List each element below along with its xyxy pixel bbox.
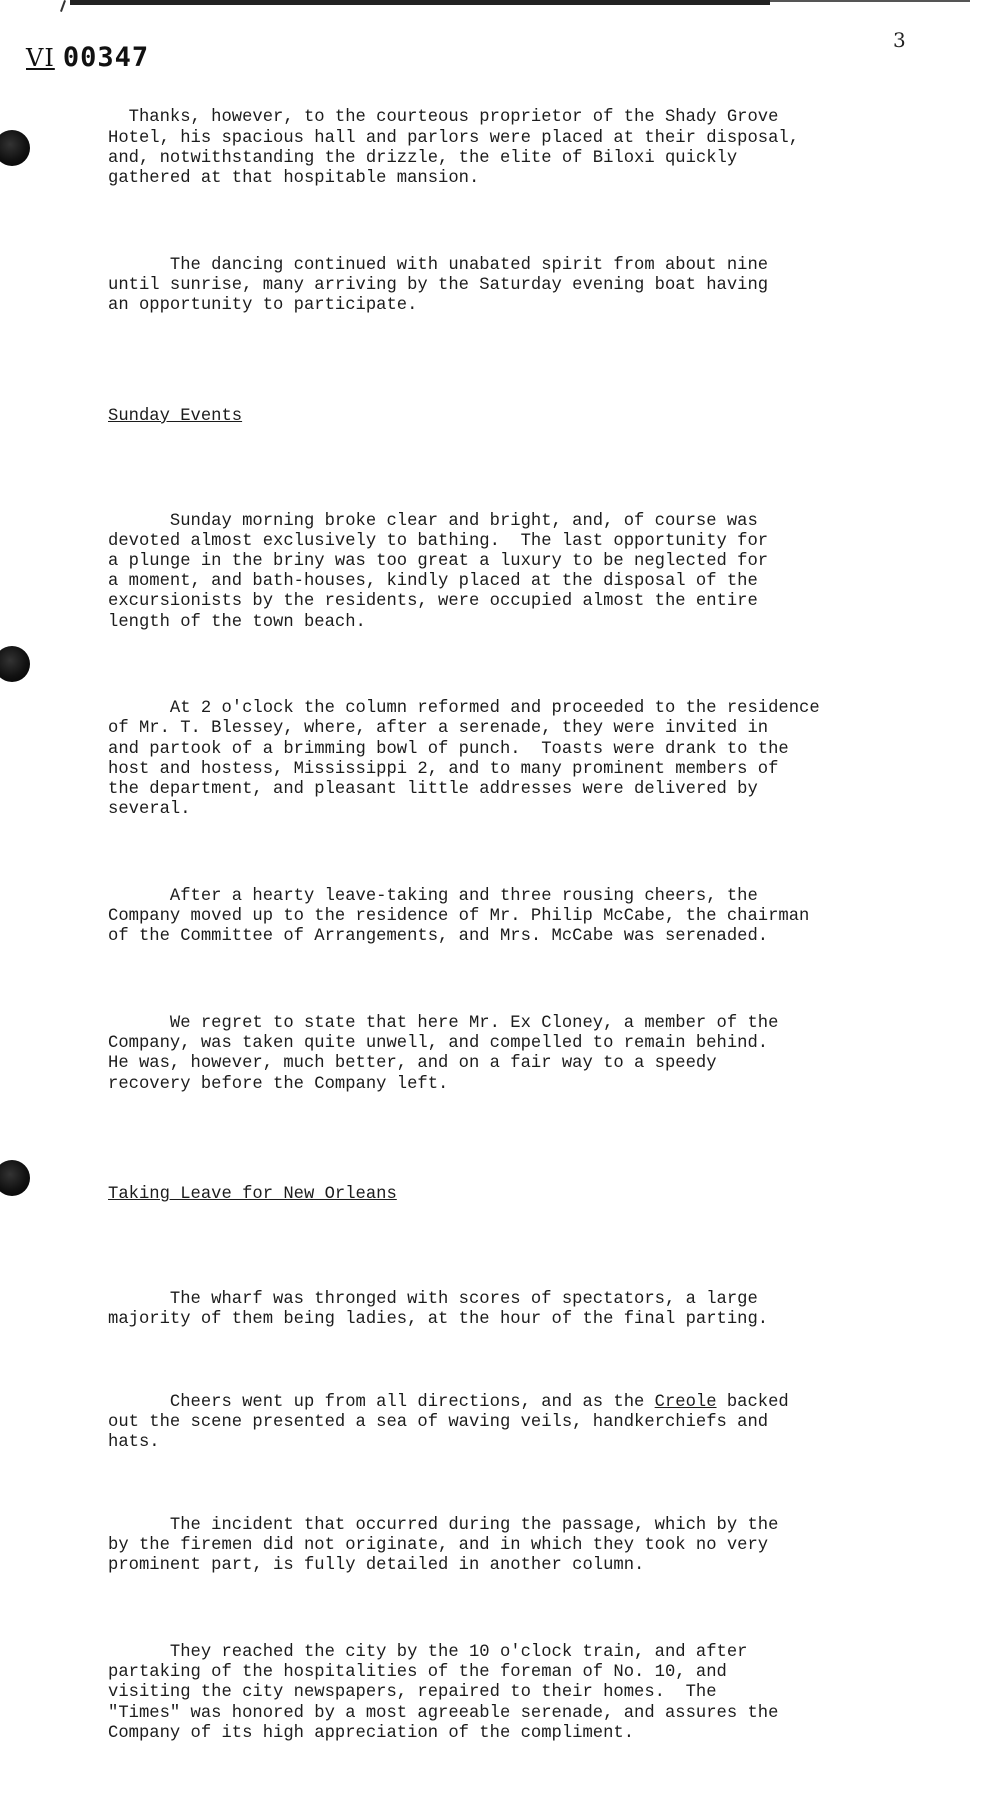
section-heading-taking-leave: Taking Leave for New Orleans [108, 1185, 397, 1205]
section-heading-sunday-events: Sunday Events [108, 406, 243, 426]
paragraph-cheers [108, 1393, 938, 1454]
paragraph-sunday-morning: Sunday morning broke clear and bright, and, of course was devoted almost exclusively to bathing. The last opportunity for a plunge in the briny was too great a luxury to be neglected for a moment, and bath-houses, kindly placed at the disposal of the excursionists by the residents, were occupied almost the entire length of the town beach. [108, 511, 769, 632]
paragraph-wharf: The wharf was thronged with scores of spectators, a large majority of them being ladies, at the hour of the final parting. [108, 1290, 769, 1330]
punch-hole-bottom [0, 1160, 30, 1196]
id-number: 00347 [62, 42, 150, 73]
top-edge-rule [70, 0, 770, 5]
punch-hole-top [0, 130, 30, 166]
id-prefix: VI [26, 44, 55, 72]
document-body [108, 68, 938, 1810]
paragraph-dancing: The dancing continued with unabated spirit from about nine until sunrise, many arriving by the Saturday evening boat having an opportunity to participate. [108, 255, 769, 316]
paragraph-reached-city: They reached the city by the 10 o'clock train, and after partaking of the hospitalities of the foreman of No. 10, and visiting the city newspapers, repaired to their homes. The "Times" was honored by a most agreeable serenade, and assures the Company of its high appreciation of the compliment. [108, 1643, 779, 1743]
cheers-text-end: backed out the scene presented a sea of waving veils, handkerchiefs and hats. [108, 1392, 789, 1453]
paragraph-blessey-residence: At 2 o'clock the column reformed and proceeded to the residence of Mr. T. Blessey, where, after a serenade, they were invited in and partook of a brimming bowl of punch. Toasts were drank to the host and hostess, Mississippi 2, and to many prominent members of the department, and pleasant little addresses were delivered by several. [108, 699, 820, 820]
punch-hole-middle [0, 646, 30, 682]
paragraph-cloney-unwell: We regret to state that here Mr. Ex Cloney, a member of the Company, was taken quite unwell, and compelled to remain behind. He was, however, much better, and on a fair way to a speedy recovery before the Company left. [108, 1013, 779, 1094]
corner-mark [60, 0, 66, 12]
cheers-text-start: Cheers went up from all directions, and as the [108, 1392, 655, 1412]
paragraph-shady-grove: Thanks, however, to the courteous proprietor of the Shady Grove Hotel, his spacious hall and parlors were placed at their disposal, and, notwithstanding the drizzle, the elite of Biloxi quickly gathered at that hospitable mansion. [108, 108, 800, 189]
top-edge-rule-end [770, 0, 970, 2]
ship-name: Creole [654, 1392, 717, 1412]
page-number: 3 [893, 28, 906, 52]
paragraph-mccabe-serenade: After a hearty leave-taking and three rousing cheers, the Company moved up to the residence of Mr. Philip McCabe, the chairman of the Committee of Arrangements, and Mrs. McCabe was serenaded. [108, 886, 810, 947]
paragraph-incident: The incident that occurred during the passage, which by the by the firemen did not originate, and in which they took no very prominent part, is fully detailed in another column. [108, 1515, 779, 1576]
